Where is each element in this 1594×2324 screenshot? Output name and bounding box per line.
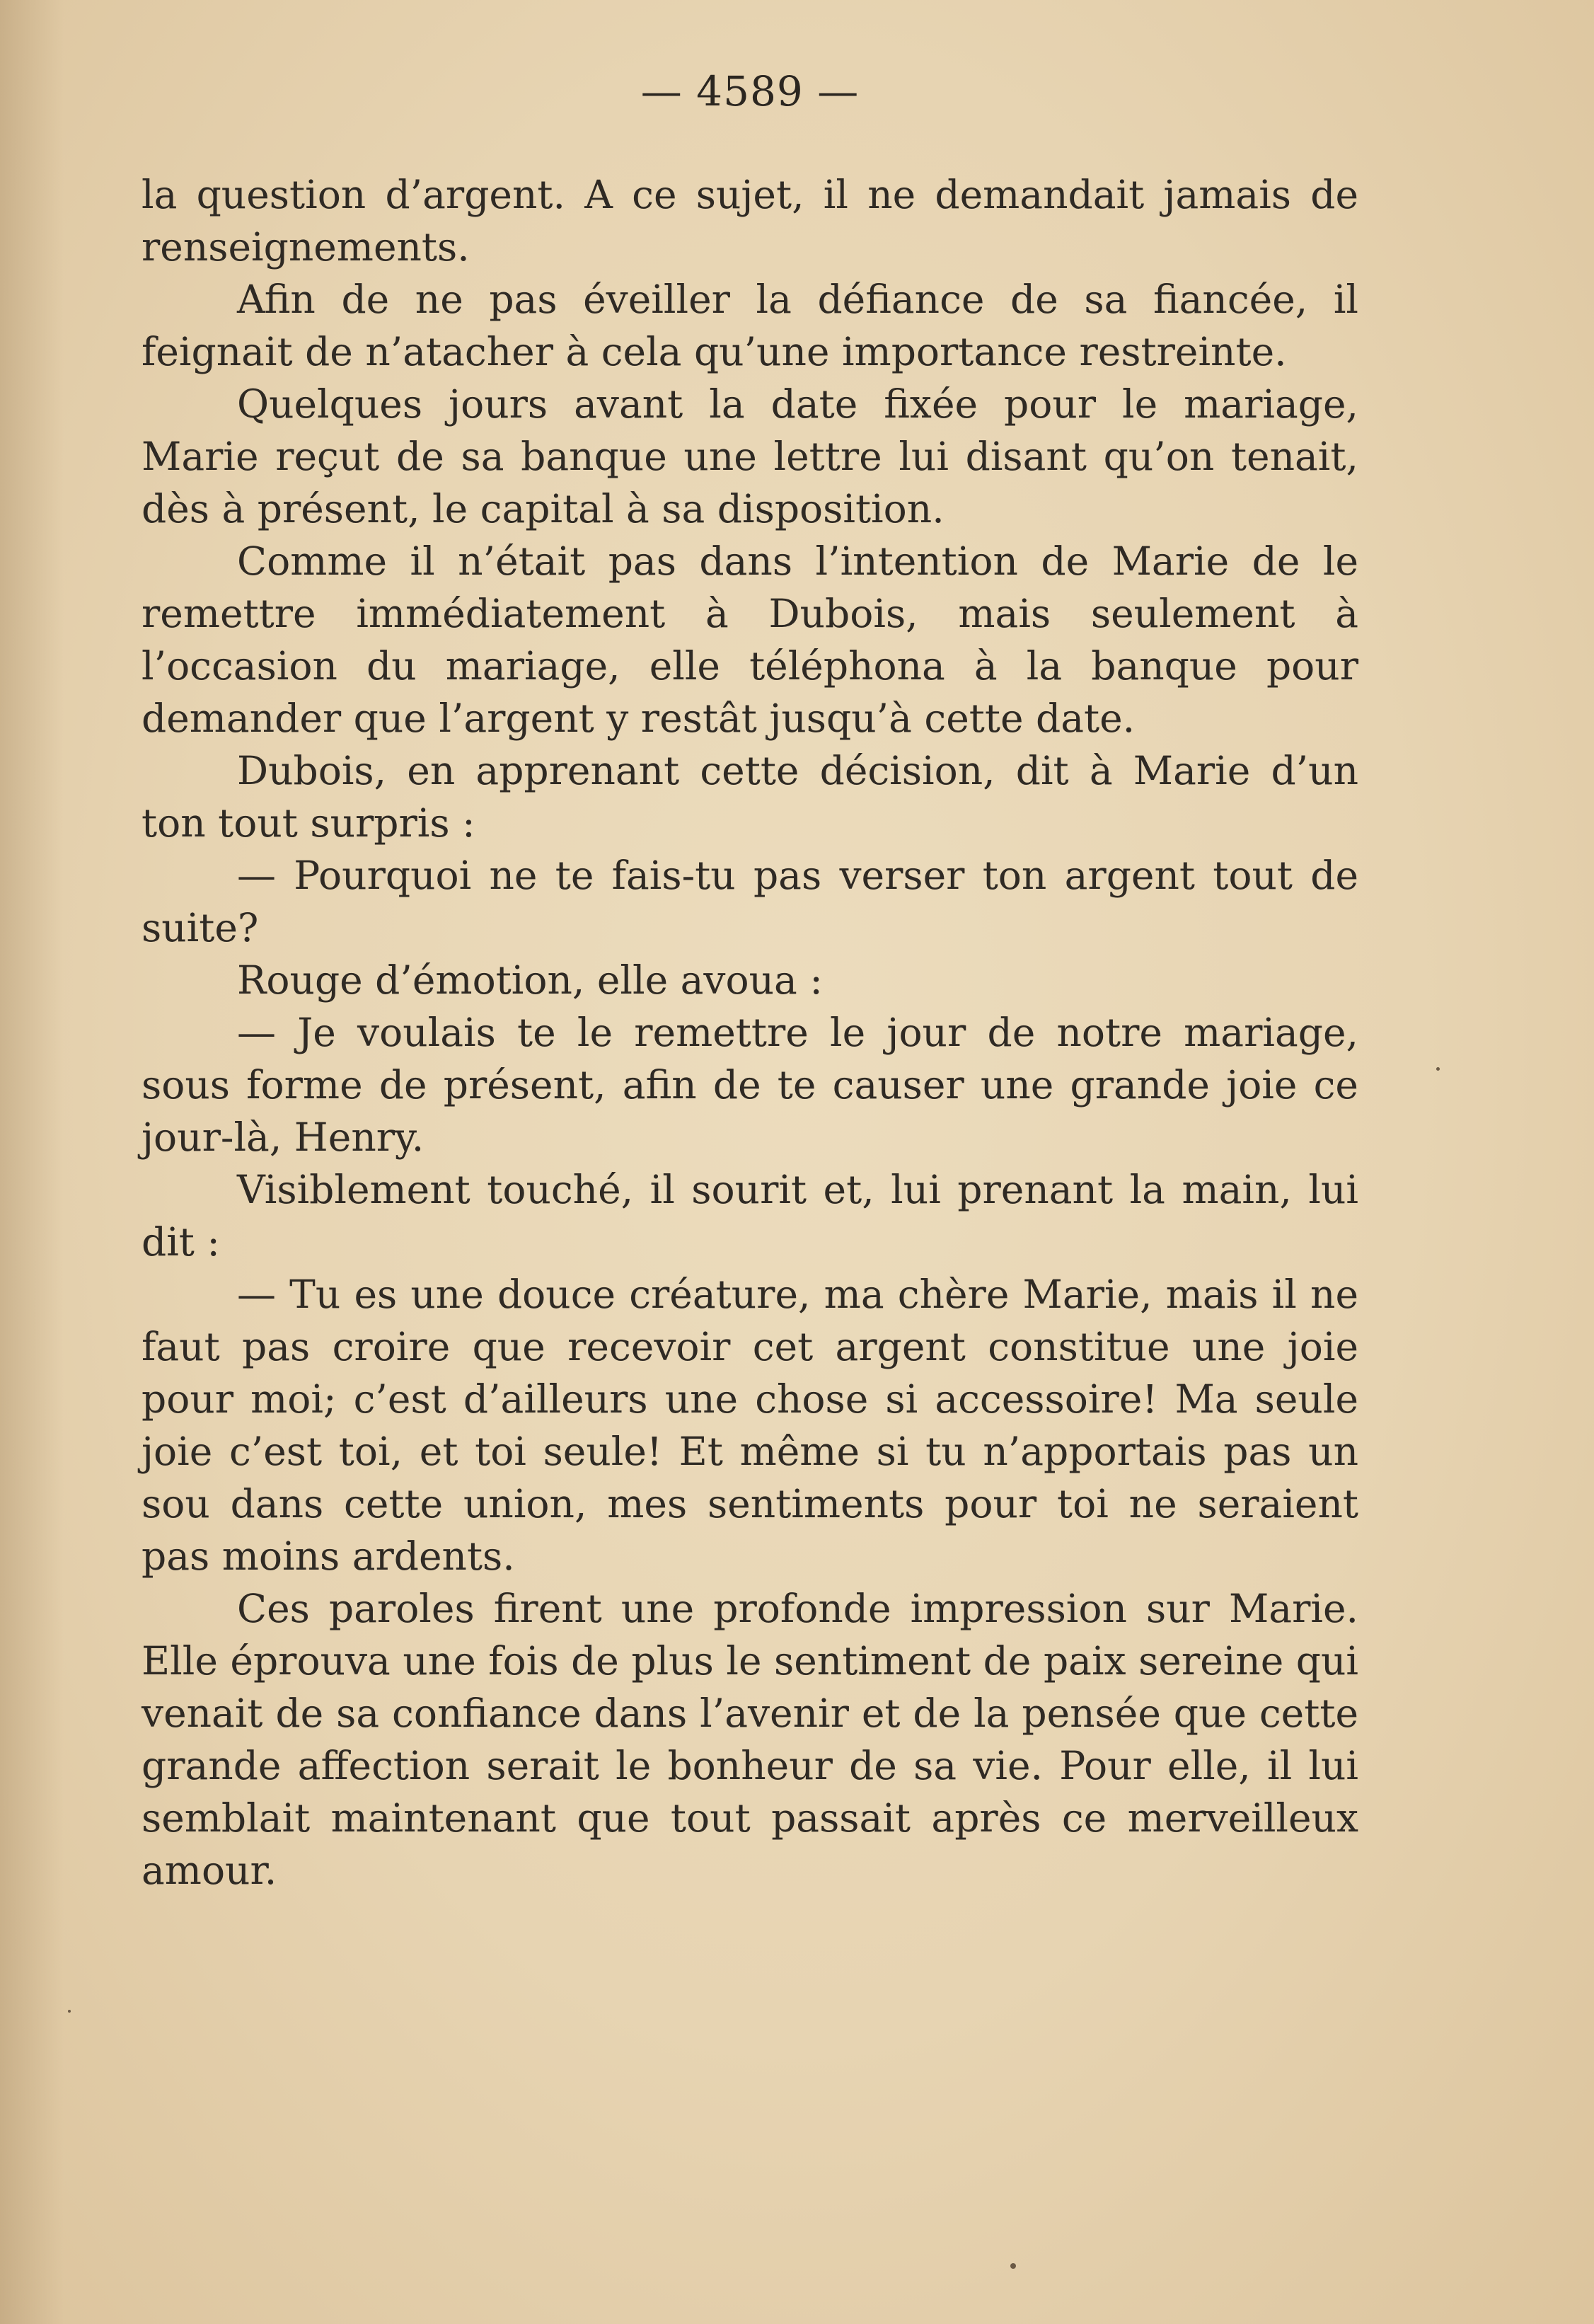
body-text: [142, 168, 1358, 1897]
paragraph-1: la question d’argent. A ce sujet, il ne demandait jamais de renseignements.: [142, 172, 1358, 270]
paragraph-4: Comme il n’était pas dans l’intention de Marie de le remettre immédiatement à Dubois, mais seulement à l’occasion du mariage, elle téléphona à la banque pour demander que l’argent y restât jusqu’à cette date.: [142, 539, 1358, 741]
page-edge-shadow: [0, 0, 64, 2324]
paragraph-6: — Pourquoi ne te fais-tu pas verser ton argent tout de suite?: [142, 853, 1358, 950]
paragraph-3: Quelques jours avant la date fixée pour le mariage, Marie reçut de sa banque une lettre lui disant qu’on tenait, dès à présent, le capital à sa disposition.: [142, 381, 1358, 531]
paragraph-8: — Je voulais te le remettre le jour de notre mariage, sous forme de présent, afin de te causer une grande joie ce jour-là, Henry.: [142, 1010, 1358, 1160]
paragraph-7: Rouge d’émotion, elle avoua :: [237, 957, 823, 1003]
paper-speck: [1010, 2263, 1016, 2269]
page-number: — 4589 —: [640, 67, 860, 115]
paragraph-9: Visiblement touché, il sourit et, lui prenant la main, lui dit :: [142, 1167, 1358, 1265]
paragraph-10: — Tu es une douce créature, ma chère Marie, mais il ne faut pas croire que recevoir cet argent constitue une joie pour moi; c’est d’ailleurs une chose si accessoire! Ma seule joie c’est toi, et toi seule! Et même si tu n’apportais pas un sou dans cette union, mes sentiments pour toi ne seraient pas moins ardents.: [142, 1272, 1358, 1579]
paper-speck: [1436, 1067, 1440, 1071]
paragraph-5: Dubois, en apprenant cette décision, dit à Marie d’un ton tout surpris :: [142, 748, 1358, 846]
paper-speck: [68, 2010, 71, 2013]
paragraph-2: Afin de ne pas éveiller la défiance de sa fiancée, il feignait de n’atacher à cela qu’une importance restreinte.: [142, 277, 1358, 374]
paragraph-11: Ces paroles firent une profonde impression sur Marie. Elle éprouva une fois de plus le sentiment de paix sereine qui venait de sa confiance dans l’avenir et de la pensée que cette grande affection serait le bonheur de sa vie. Pour elle, il lui semblait maintenant que tout passait après ce merveilleux amour.: [142, 1586, 1358, 1893]
